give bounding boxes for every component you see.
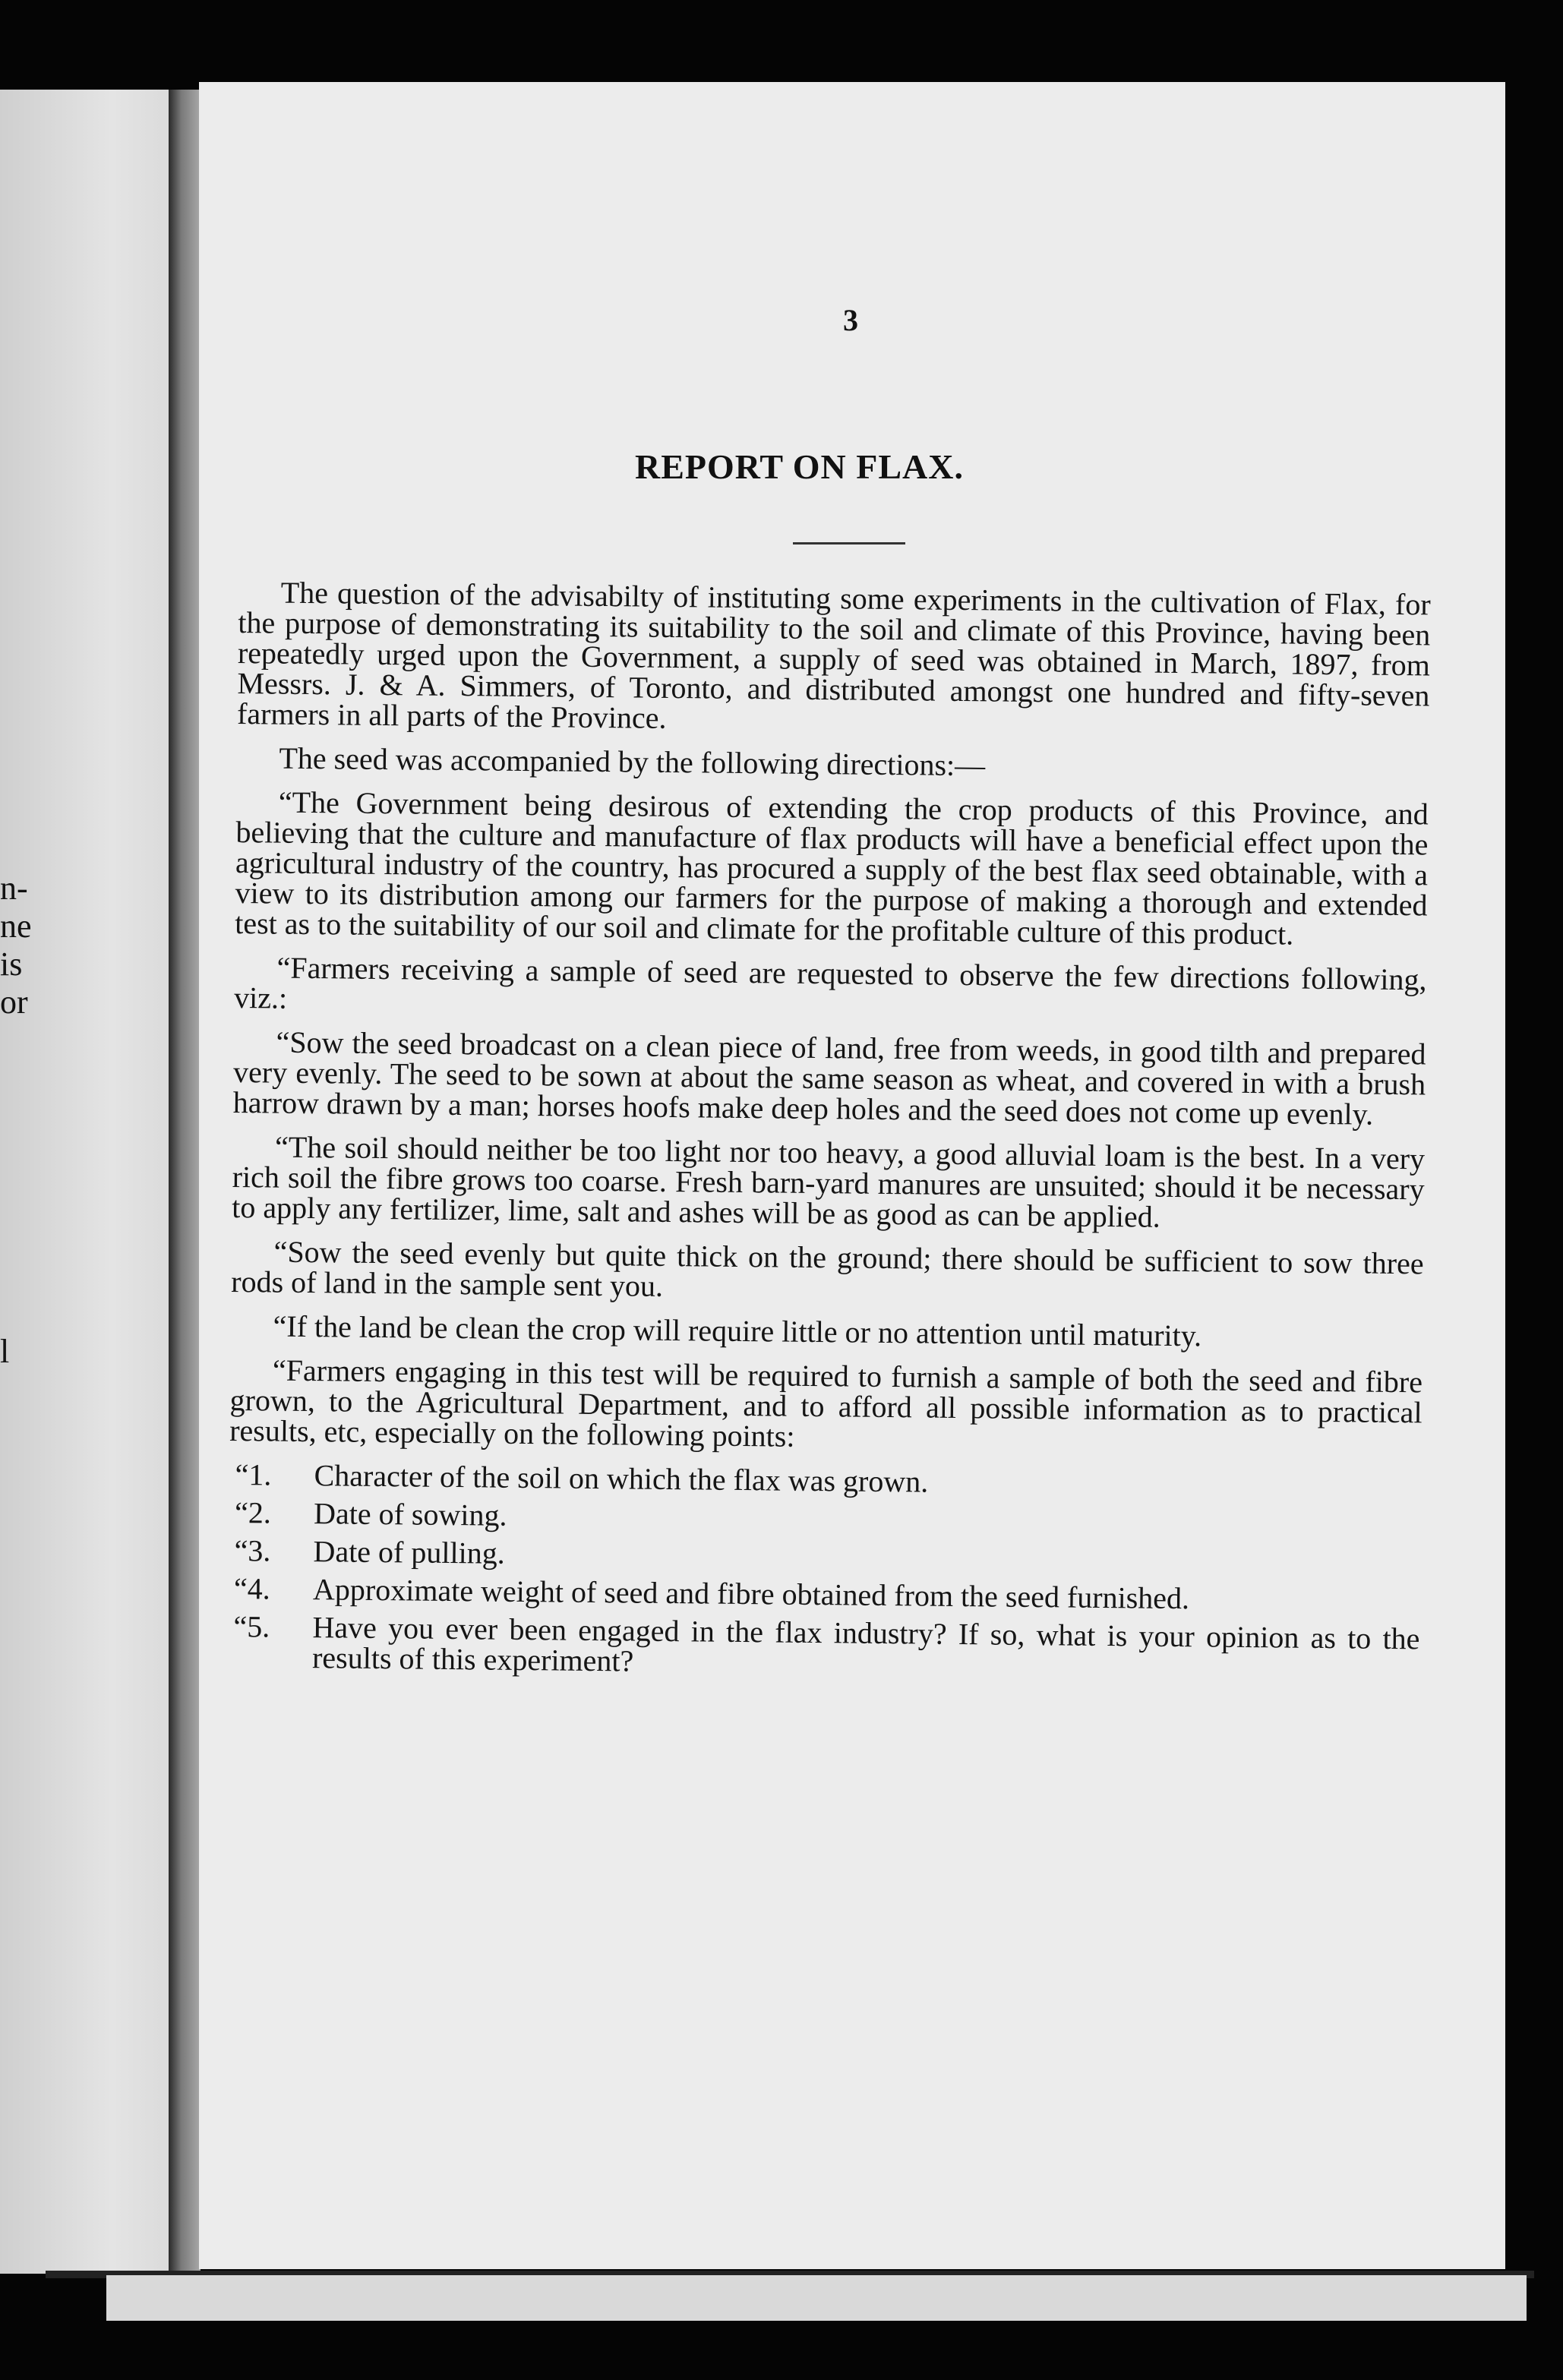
paragraph-government: “The Government being desirous of extending the crop products of this Province, and believing that the culture and manufacture of flax products will have a beneficial effect upon the agricultural industry of the country, has procured a supply of the best flax seed obtainable, with a view to its distribution among our farmers for the purpose of making a thorough and extended test as to the suitability of our soil and climate for the profitable culture of this product. [234, 784, 1429, 952]
page-number: 3 [843, 303, 858, 337]
paragraph-sow-broadcast: “Sow the seed broadcast on a clean piece of land, free from weeds, in good tilth and prepared very evenly. The seed to be sown at about the same season as wheat, and covered in with a brush harrow drawn by a man; horses hoofs make deep holes and the seed does not come up evenly. [232, 1024, 1426, 1132]
paragraph-sow-evenly: “Sow the seed evenly but quite thick on the ground; there should be sufficient to sow three rods of land in the sample sent you. [231, 1234, 1424, 1303]
bottom-page-strip [106, 2275, 1527, 2321]
left-page-fragment: ne [0, 907, 32, 945]
point-text: Character of the soil on which the flax was grown. [314, 1458, 929, 1499]
point-number: “2. [234, 1495, 272, 1530]
point-text: Date of pulling. [313, 1534, 505, 1570]
left-page-fragment: n- [0, 870, 28, 907]
point-text: Have you ever been engaged in the flax industry? If so, what is your opinion as to the results of this experiment? [311, 1610, 1420, 1678]
page-gutter-shadow [169, 90, 201, 2274]
point-text: Approximate weight of seed and fibre obtained from the seed furnished. [312, 1572, 1190, 1616]
point-number: “1. [235, 1457, 272, 1492]
paragraph-soil: “The soil should neither be too light nor too heavy, a good alluvial loam is the best. In a very rich soil the fibre grows too coarse. Fresh barn-yard manures are unsuited; should it be necessary to apply any fertilizer, lime, salt and ashes will be as good as can be applied. [232, 1129, 1426, 1234]
points-list [227, 1457, 1422, 1684]
left-page-fragments [0, 90, 30, 2274]
point-number: “4. [233, 1571, 271, 1606]
list-item [228, 1571, 1420, 1616]
paragraph-intro: The question of the advisabilty of instituting some experiments in the cultivation of Flax, for the purpose of demonstrating its suitability to the soil and climate of this Province, having been repeatedly urged upon the Government, a supply of seed was obtained in March, 1897, from Messrs. J. & A. Simmers, of Toronto, and distributed amongst one hundred and fifty-seven farmers in all parts of the Province. [236, 575, 1431, 735]
list-item [227, 1611, 1420, 1684]
list-item [228, 1533, 1420, 1578]
report-body [227, 577, 1431, 1692]
point-number: “3. [234, 1533, 271, 1568]
point-text: Date of sowing. [313, 1496, 507, 1532]
list-item [229, 1495, 1421, 1540]
left-page-fragment: is [0, 945, 23, 983]
list-item [229, 1457, 1421, 1502]
paragraph-farmers-engaging: “Farmers engaging in this test will be required to furnish a sample of both the seed and fibre grown, to the Agricultural Department, and to afford all possible information as to practical results, etc, especially on the following points: [229, 1353, 1423, 1454]
page-title: REPORT ON FLAX. [635, 447, 964, 486]
point-number: “5. [233, 1609, 270, 1644]
paragraph-clean-land: “If the land be clean the crop will require little or no attention until maturity. [273, 1308, 1202, 1353]
left-page-edge [0, 90, 187, 2274]
left-page-fragment: or [0, 983, 28, 1021]
paragraph-farmers-receiving: “Farmers receiving a sample of seed are requested to observe the few directions following, viz.: [233, 950, 1427, 1015]
left-page-fragment: l [0, 1333, 10, 1370]
title-rule [793, 542, 905, 544]
paragraph-directions-lead: The seed was accompanied by the following directions:— [279, 740, 986, 783]
